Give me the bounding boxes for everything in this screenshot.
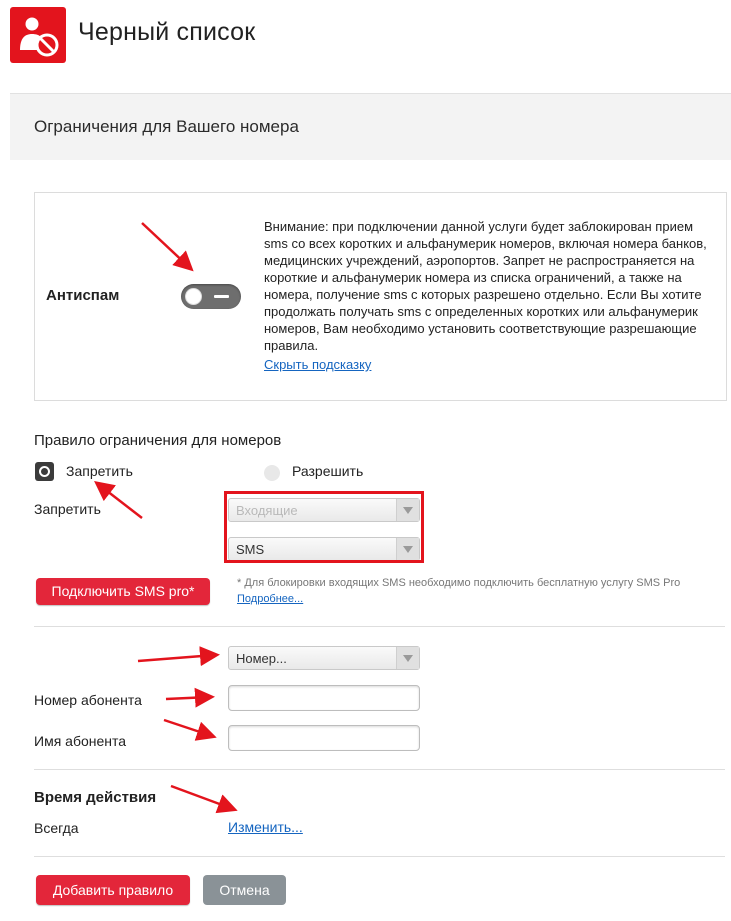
- add-rule-button[interactable]: Добавить правило: [36, 875, 190, 905]
- antispam-hint: Внимание: при подключении данной услуги будет заблокирован прием sms со всех коротких и альфанумерик номеров, включая номера банков, медицинских учреждений, аэропортов. Запрет не распространяется на короткие и альфанумерик номера из списка ограничений, а также на номера, получение sms с которых разрешено отдельно. Если Вы хотите продолжать получать sms с определенных коротких или альфанумерик номеров, Вам необходимо установить соответствующие разрешающие правила.: [264, 219, 707, 353]
- page-title: Черный список: [78, 18, 256, 46]
- sms-pro-note: * Для блокировки входящих SMS необходимо подключить бесплатную услугу SMS Pro: [237, 577, 681, 589]
- message-type-select-value: SMS: [236, 542, 265, 557]
- antispam-label: Антиспам: [46, 287, 120, 304]
- name-label: Имя абонента: [34, 733, 127, 749]
- number-label: Номер абонента: [34, 692, 142, 708]
- hide-hint-link[interactable]: Скрыть подсказку: [264, 357, 372, 372]
- arrow-annotation: [166, 697, 210, 699]
- time-section-title: Время действия: [34, 789, 157, 806]
- rule-section-title: Правило ограничения для номеров: [34, 432, 282, 449]
- cancel-button[interactable]: Отмена: [203, 875, 286, 905]
- allow-radio-label[interactable]: Разрешить: [292, 463, 364, 479]
- direction-select-value: Входящие: [236, 503, 298, 518]
- connect-sms-pro-button[interactable]: Подключить SMS pro*: [36, 578, 210, 605]
- change-time-link[interactable]: Изменить...: [228, 819, 303, 835]
- number-type-select-value: Номер...: [236, 651, 287, 666]
- time-value: Всегда: [34, 820, 79, 836]
- arrow-annotation: [138, 655, 215, 661]
- arrow-annotation: [171, 786, 233, 809]
- more-info-link[interactable]: Подробнее...: [237, 593, 304, 605]
- panel-title: Ограничения для Вашего номера: [34, 117, 299, 136]
- deny-field-label: Запретить: [34, 501, 101, 517]
- arrow-annotation: [142, 223, 190, 268]
- arrow-annotation: [164, 720, 212, 736]
- arrow-annotation: [98, 484, 142, 518]
- deny-radio-label[interactable]: Запретить: [66, 463, 133, 479]
